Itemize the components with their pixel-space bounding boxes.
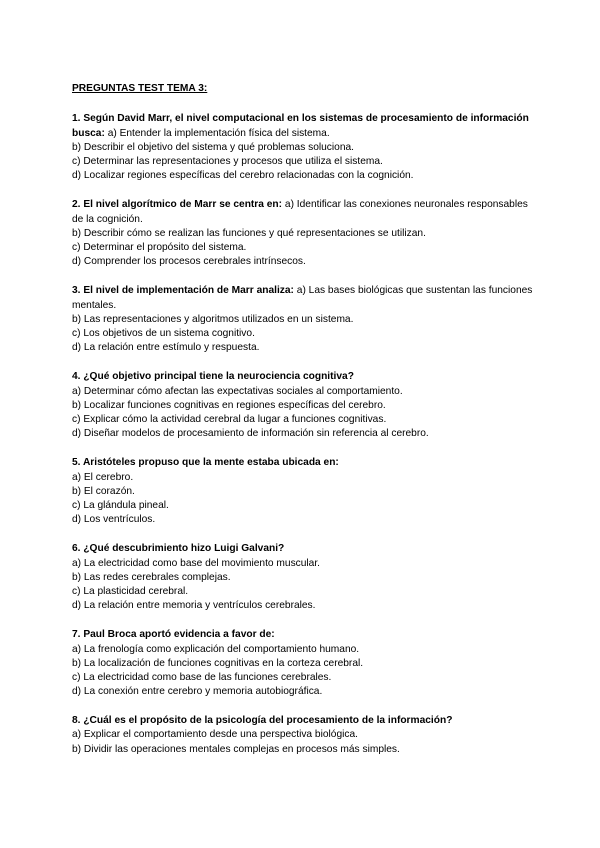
question-stem: 8. ¿Cuál es el propósito de la psicología del procesamiento de la información? [72, 715, 453, 727]
question-1 [72, 112, 542, 183]
answer-option: d) La relación entre memoria y ventrículos cerebrales. [72, 600, 316, 612]
question-8 [72, 714, 542, 757]
question-stem: 4. ¿Qué objetivo principal tiene la neurociencia cognitiva? [72, 371, 354, 383]
question-stem: 1. Según David Marr, el nivel computacional en los sistemas de procesamiento de información busca: [72, 113, 529, 139]
answer-option: d) La relación entre estímulo y respuesta. [72, 342, 260, 354]
answer-option: b) Dividir las operaciones mentales complejas en procesos más simples. [72, 743, 400, 755]
question-stem: 5. Aristóteles propuso que la mente estaba ubicada en: [72, 457, 339, 469]
answer-option: a) Las bases biológicas que sustentan las funciones mentales. [72, 285, 533, 311]
answer-option: d) La conexión entre cerebro y memoria autobiográfica. [72, 686, 323, 698]
document-title: PREGUNTAS TEST TEMA 3: [72, 83, 208, 94]
answer-option: c) Explicar cómo la actividad cerebral da lugar a funciones cognitivas. [72, 414, 387, 426]
answer-option: a) La electricidad como base del movimiento muscular. [72, 557, 321, 569]
answer-option: b) Describir cómo se realizan las funciones y qué representaciones se utilizan. [72, 227, 426, 239]
answer-option: d) Diseñar modelos de procesamiento de información sin referencia al cerebro. [72, 428, 429, 440]
question-6 [72, 542, 542, 613]
question-2 [72, 198, 542, 269]
question-text [72, 112, 542, 141]
answer-option: c) Los objetivos de un sistema cognitivo. [72, 328, 255, 340]
question-text [72, 284, 542, 313]
answer-option: c) La glándula pineal. [72, 500, 169, 512]
question-stem: 2. El nivel algorítmico de Marr se centra en: [72, 199, 283, 211]
answer-option: a) Entender la implementación física del sistema. [107, 127, 330, 139]
answer-option: b) Localizar funciones cognitivas en regiones específicas del cerebro. [72, 399, 386, 411]
question-5 [72, 456, 542, 527]
question-stem: 7. Paul Broca aportó evidencia a favor de: [72, 629, 275, 641]
answer-option: c) Determinar las representaciones y procesos que utiliza el sistema. [72, 156, 383, 168]
answer-option: b) Describir el objetivo del sistema y qué problemas soluciona. [72, 141, 354, 153]
answer-option: c) Determinar el propósito del sistema. [72, 242, 247, 254]
question-text [72, 198, 542, 227]
question-4 [72, 370, 542, 441]
answer-option: b) Las redes cerebrales complejas. [72, 571, 231, 583]
answer-option: c) La electricidad como base de las funciones cerebrales. [72, 672, 332, 684]
answer-option: a) Explicar el comportamiento desde una perspectiva biológica. [72, 729, 358, 741]
answer-option: b) Las representaciones y algoritmos utilizados en un sistema. [72, 313, 354, 325]
answer-option: a) El cerebro. [72, 471, 134, 483]
answer-option: a) La frenología como explicación del comportamiento humano. [72, 643, 360, 655]
answer-option: a) Identificar las conexiones neuronales responsables de la cognición. [72, 199, 528, 225]
question-7 [72, 628, 542, 699]
document-page [72, 82, 542, 772]
answer-option: d) Los ventrículos. [72, 514, 156, 526]
question-3 [72, 284, 542, 355]
question-stem: 6. ¿Qué descubrimiento hizo Luigi Galvani? [72, 543, 285, 555]
answer-option: d) Comprender los procesos cerebrales intrínsecos. [72, 256, 306, 268]
answer-option: c) La plasticidad cerebral. [72, 586, 189, 598]
answer-option: a) Determinar cómo afectan las expectativas sociales al comportamiento. [72, 385, 403, 397]
answer-option: d) Localizar regiones específicas del cerebro relacionadas con la cognición. [72, 170, 414, 182]
answer-option: b) La localización de funciones cognitivas en la corteza cerebral. [72, 657, 364, 669]
answer-option: b) El corazón. [72, 485, 135, 497]
question-stem: 3. El nivel de implementación de Marr analiza: [72, 285, 294, 297]
